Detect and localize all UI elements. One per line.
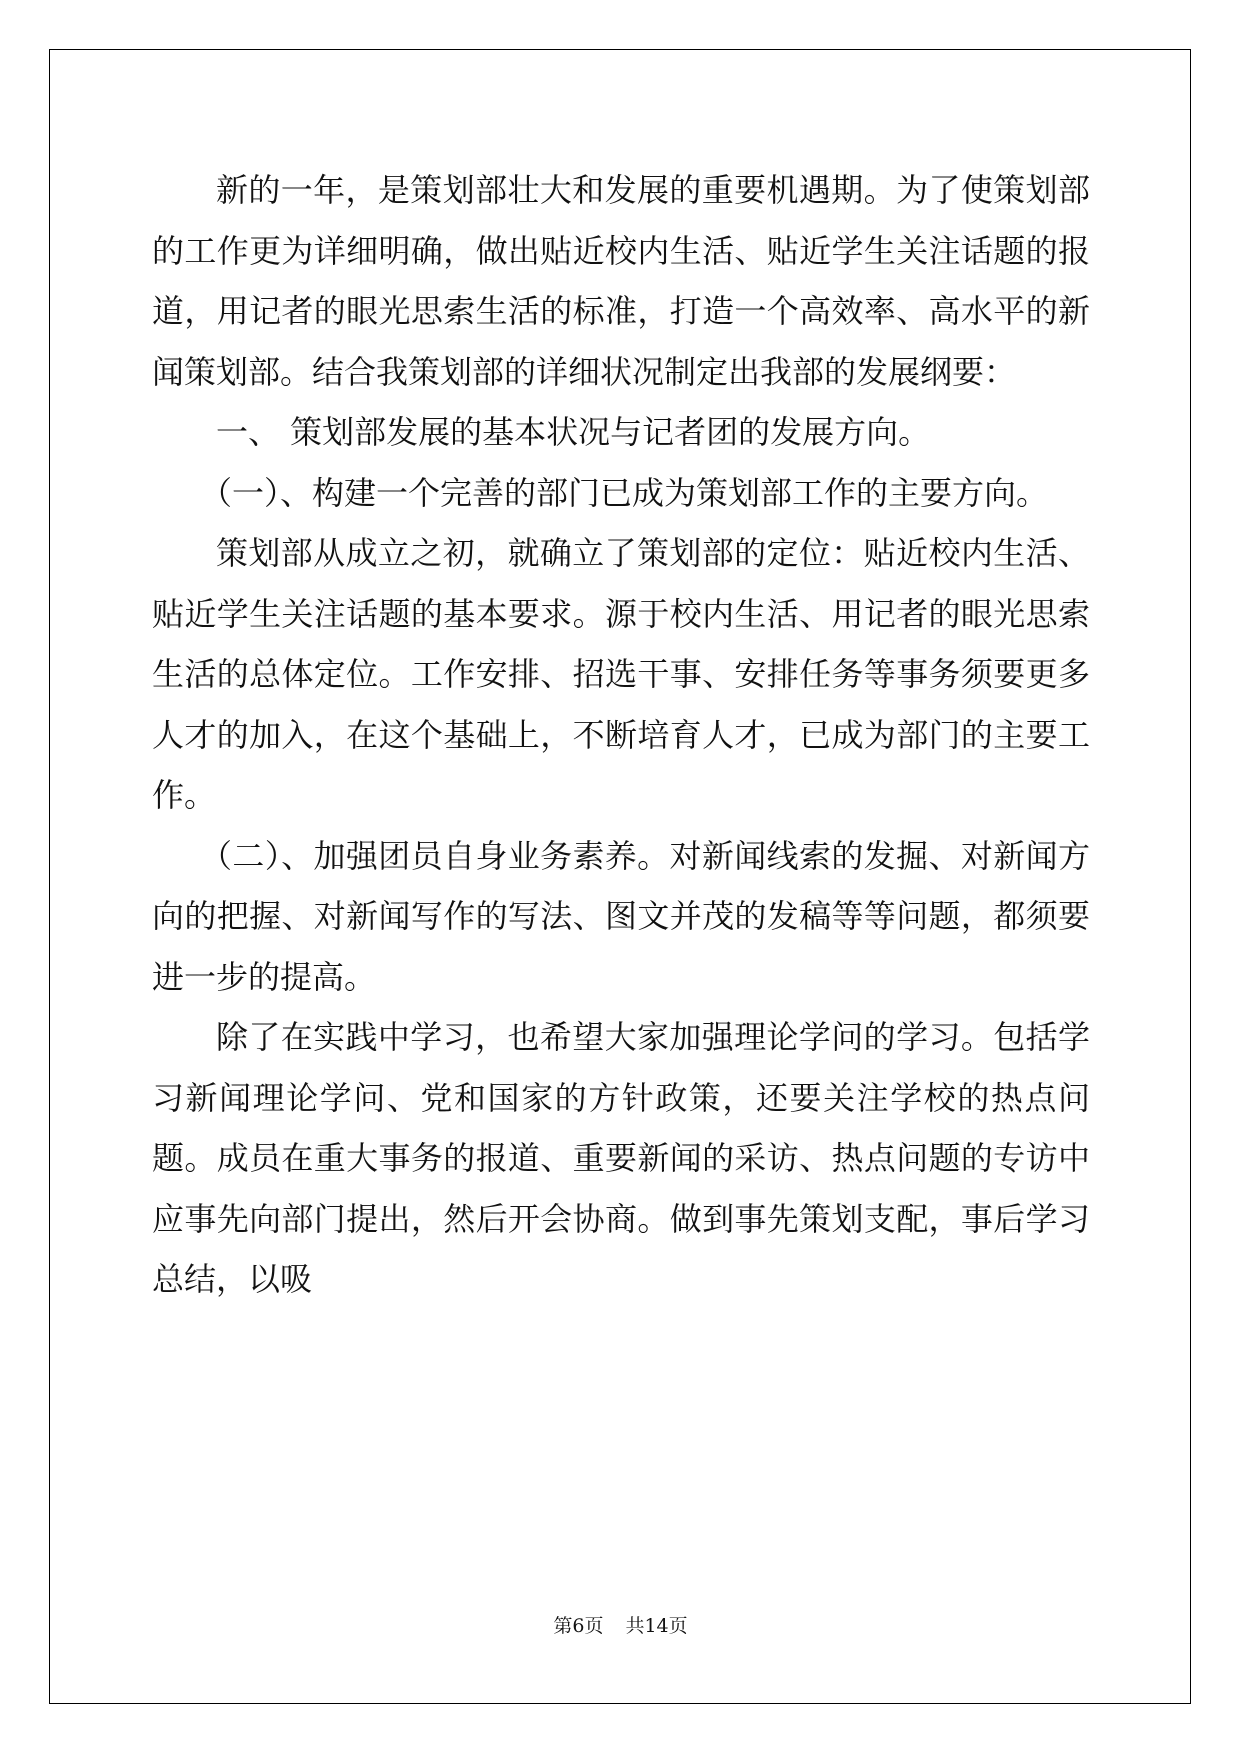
paragraph-intro: 新的一年，是策划部壮大和发展的重要机遇期。为了使策划部的工作更为详细明确，做出贴近校内生活、贴近学生关注话题的报道，用记者的眼光思索生活的标准，打造一个高效率、高水平的新闻策划部。结合我策划部的详细状况制定出我部的发展纲要： — [152, 171, 1090, 391]
paragraph-learning: 除了在实践中学习，也希望大家加强理论学问的学习。包括学习新闻理论学问、党和国家的方针政策，还要关注学校的热点问题。成员在重大事务的报道、重要新闻的采访、热点问题的专访中应事先向部门提出，然后开会协商。做到事先策划支配，事后学习总结，以吸 — [152, 1018, 1090, 1298]
page-number: 第6页 — [553, 1615, 604, 1637]
subsection-heading-1: （一）、构建一个完善的部门已成为策划部工作的主要方向。 — [200, 473, 1049, 512]
paragraph-positioning: 策划部从成立之初，就确立了策划部的定位：贴近校内生活、贴近学生关注话题的基本要求。源于校内生活、用记者的眼光思索生活的总体定位。工作安排、招选干事、安排任务等事务须要更多人才的加入，在这个基础上，不断培育人才，已成为部门的主要工作。 — [152, 534, 1090, 814]
page-total: 共14页 — [625, 1615, 688, 1637]
subsection-heading-2: （二）、加强团员自身业务素养。对新闻线索的发掘、对新闻方向的把握、对新闻写作的写法、图文并茂的发稿等等问题，都须要进一步的提高。 — [152, 836, 1090, 996]
document-body — [152, 160, 1090, 1310]
section-heading-1: 一、 策划部发展的基本状况与记者团的发展方向。 — [216, 413, 931, 451]
page-footer — [0, 1611, 1241, 1638]
